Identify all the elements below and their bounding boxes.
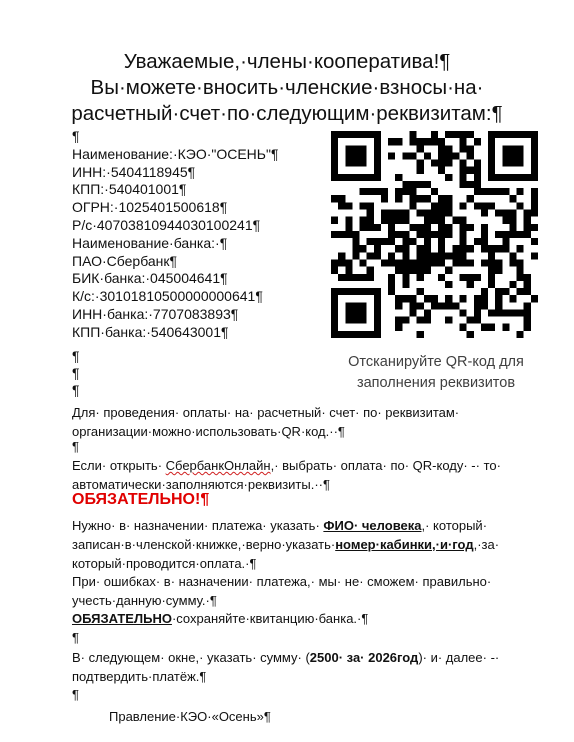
paragraph-line: При· ошибках· в· назначении· платежа,· мы· не· сможем· правильно· xyxy=(72,574,492,589)
heading-line-1: Уважаемые,·члены·кооператива!¶ xyxy=(123,50,451,73)
paragraph-save-receipt xyxy=(72,609,543,628)
pilcrow-para: ¶ xyxy=(72,630,79,645)
text-span: В· следующем· окне,· указать· сумму· ( xyxy=(72,650,310,665)
paragraph-line xyxy=(72,648,543,667)
paragraph-line: учесть·данную·сумму.·¶ xyxy=(72,593,217,608)
pilcrow-3: ¶ xyxy=(72,382,80,398)
qr-code-image xyxy=(331,131,538,338)
paragraph-line xyxy=(72,456,543,475)
pilcrow-para: ¶ xyxy=(72,439,79,454)
text-span: ·сохраняйте·квитанцию·банка.·¶ xyxy=(171,611,369,626)
paragraph-line: который·проводится·оплата.·¶ xyxy=(72,556,257,571)
paragraph-line: организации·можно·использовать·QR·код.··¶ xyxy=(72,424,345,439)
paragraph-line xyxy=(72,516,543,535)
pilcrow-2: ¶ xyxy=(72,365,80,381)
signature-line: Правление·КЭО·«Осень»¶ xyxy=(109,709,271,724)
paragraph-line: подтвердить·платёж.¶ xyxy=(72,669,207,684)
fio-emphasis: ФИО· человека xyxy=(323,518,422,533)
text-span: ,· выбрать· оплата· по· QR-коду· -· то· xyxy=(270,458,501,473)
requisite-line: ОГРН:·1025401500618¶ xyxy=(72,199,228,216)
requisites-block xyxy=(72,128,278,342)
requisite-line: КПП:·540401001¶ xyxy=(72,181,187,198)
pilcrow-1: ¶ xyxy=(72,348,80,364)
text-span: Если· открыть· xyxy=(72,458,166,473)
qr-caption-line-2: заполнения реквизитов xyxy=(356,375,516,391)
mandatory-emphasis: ОБЯЗАТЕЛЬНО xyxy=(72,611,172,626)
requisite-line: ИНН·банка:·7707083893¶ xyxy=(72,305,239,322)
requisite-line: Р/с·40703810944030100241¶ xyxy=(72,216,261,233)
requisite-line: Наименование·банка:·¶ xyxy=(72,234,228,251)
mandatory-warning: ОБЯЗАТЕЛЬНО!¶ xyxy=(72,491,210,508)
sberbank-online-text: СбербанкОнлайн xyxy=(165,458,271,473)
paragraph-qr-info xyxy=(72,403,543,441)
requisite-line: К/с:·30101810500000000641¶ xyxy=(72,288,263,305)
paragraph-line xyxy=(72,609,543,628)
heading-line-3: расчетный·счет·по·следующим·реквизитам:¶ xyxy=(71,102,503,125)
requisite-line: ПАО·Сбербанк¶ xyxy=(72,252,178,269)
amount-emphasis: 2500· за· 2026год xyxy=(309,650,419,665)
paragraph-line xyxy=(72,535,543,554)
paragraph-sberbank xyxy=(72,456,543,494)
requisite-line: КПП·банка:·540643001¶ xyxy=(72,323,229,340)
requisite-line: Наименование:·КЭО·"ОСЕНЬ"¶ xyxy=(72,145,279,162)
paragraph-amount xyxy=(72,648,543,686)
paragraph-payment-purpose xyxy=(72,516,543,573)
paragraph-errors xyxy=(72,572,543,610)
text-span: записан·в·членской·книжке,·верно·указать· xyxy=(72,537,336,552)
cabin-number-emphasis: номер·кабинки,·и·год xyxy=(335,537,474,552)
requisite-line: БИК·банка:·045004641¶ xyxy=(72,270,228,287)
text-span: ,·за· xyxy=(473,537,500,552)
pilcrow-para: ¶ xyxy=(72,687,79,702)
heading-line-2: Вы·можете·вносить·членские·взносы·на· xyxy=(90,76,484,99)
text-span: )· и· далее· -· xyxy=(418,650,500,665)
requisite-line: ¶ xyxy=(72,128,80,144)
requisite-line: ИНН:·5404118945¶ xyxy=(72,163,196,180)
qr-caption xyxy=(326,352,546,394)
text-span: Нужно· в· назначении· платежа· указать· xyxy=(72,518,324,533)
text-span: ,· который· xyxy=(421,518,488,533)
qr-caption-line-1: Отсканируйте QR-код для xyxy=(348,354,524,370)
paragraph-line: автоматически·заполняются·реквизиты.··¶ xyxy=(72,477,330,492)
paragraph-line: Для· проведения· оплаты· на· расчетный· счет· по· реквизитам· xyxy=(72,405,460,420)
